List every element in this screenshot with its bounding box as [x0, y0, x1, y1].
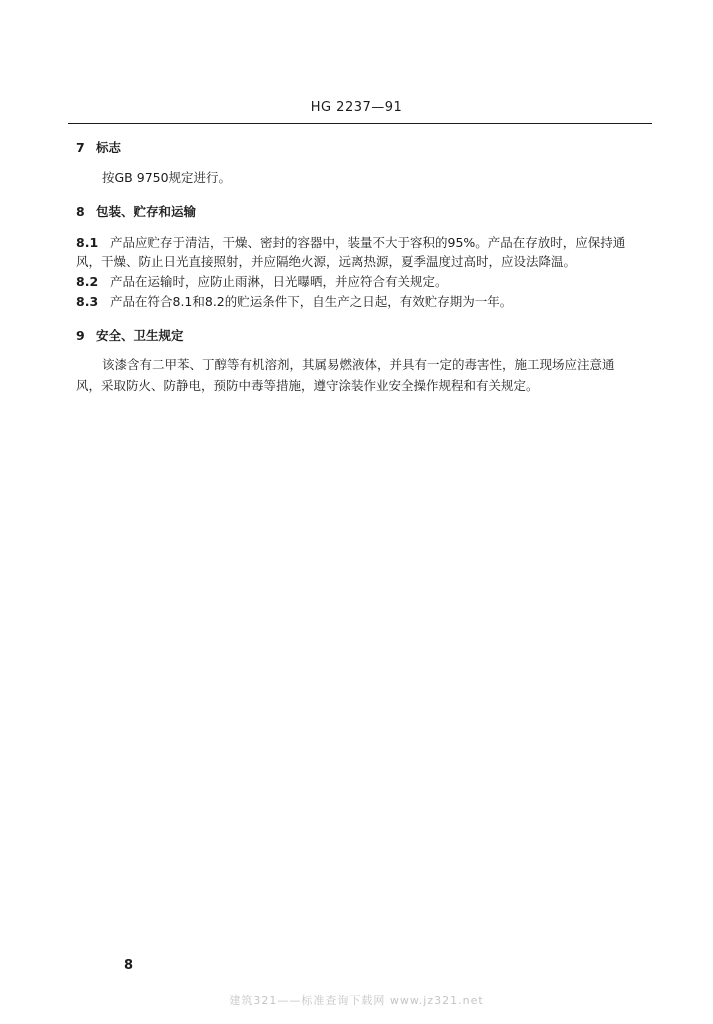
section-title: 安全、卫生规定: [96, 328, 184, 343]
clause-8-2: [76, 272, 448, 290]
clause-text-line-1: 产品在符合8.1和8.2的贮运条件下，自生产之日起，有效贮存期为一年。: [110, 294, 513, 309]
section-number: 7: [76, 140, 85, 155]
section-7-body: 按GB 9750规定进行。: [102, 170, 232, 185]
clause-text-line-1: 产品应贮存于清洁，干燥、密封的容器中，装量不大于容积的95%。产品在存放时，应保持通: [110, 235, 626, 250]
clause-text-line-1: 产品在运输时，应防止雨淋，日光曝晒，并应符合有关规定。: [110, 274, 448, 289]
clause-number: 8.3: [76, 294, 99, 309]
section-number: 8: [76, 204, 85, 219]
document-code: HG 2237—91: [310, 100, 403, 115]
clause-8-3: [76, 292, 512, 310]
section-7-heading: [76, 138, 121, 156]
header-rule: [68, 123, 652, 124]
section-9-body-line-2: 风，采取防火、防静电，预防中毒等措施，遵守涂装作业安全操作规程和有关规定。: [76, 378, 539, 393]
clause-number: 8.1: [76, 235, 99, 250]
section-title: 包装、贮存和运输: [96, 204, 197, 219]
section-number: 9: [76, 328, 85, 343]
clause-8-1-line-2: 风，干燥、防止日光直接照射，并应隔绝火源，远离热源，夏季温度过高时，应设法降温。: [76, 254, 577, 269]
clause-8-1: [76, 233, 625, 251]
clause-number: 8.2: [76, 274, 99, 289]
footer-watermark: 建筑321——标准查询下载网 www.jz321.net: [229, 994, 484, 1007]
page-number: 8: [124, 958, 134, 973]
section-8-heading: [76, 202, 196, 220]
section-9-heading: [76, 326, 184, 344]
section-title: 标志: [96, 140, 122, 155]
section-9-body-line-1: 该漆含有二甲苯、丁醇等有机溶剂，其属易燃液体，并具有一定的毒害性，施工现场应注意通: [102, 357, 615, 372]
